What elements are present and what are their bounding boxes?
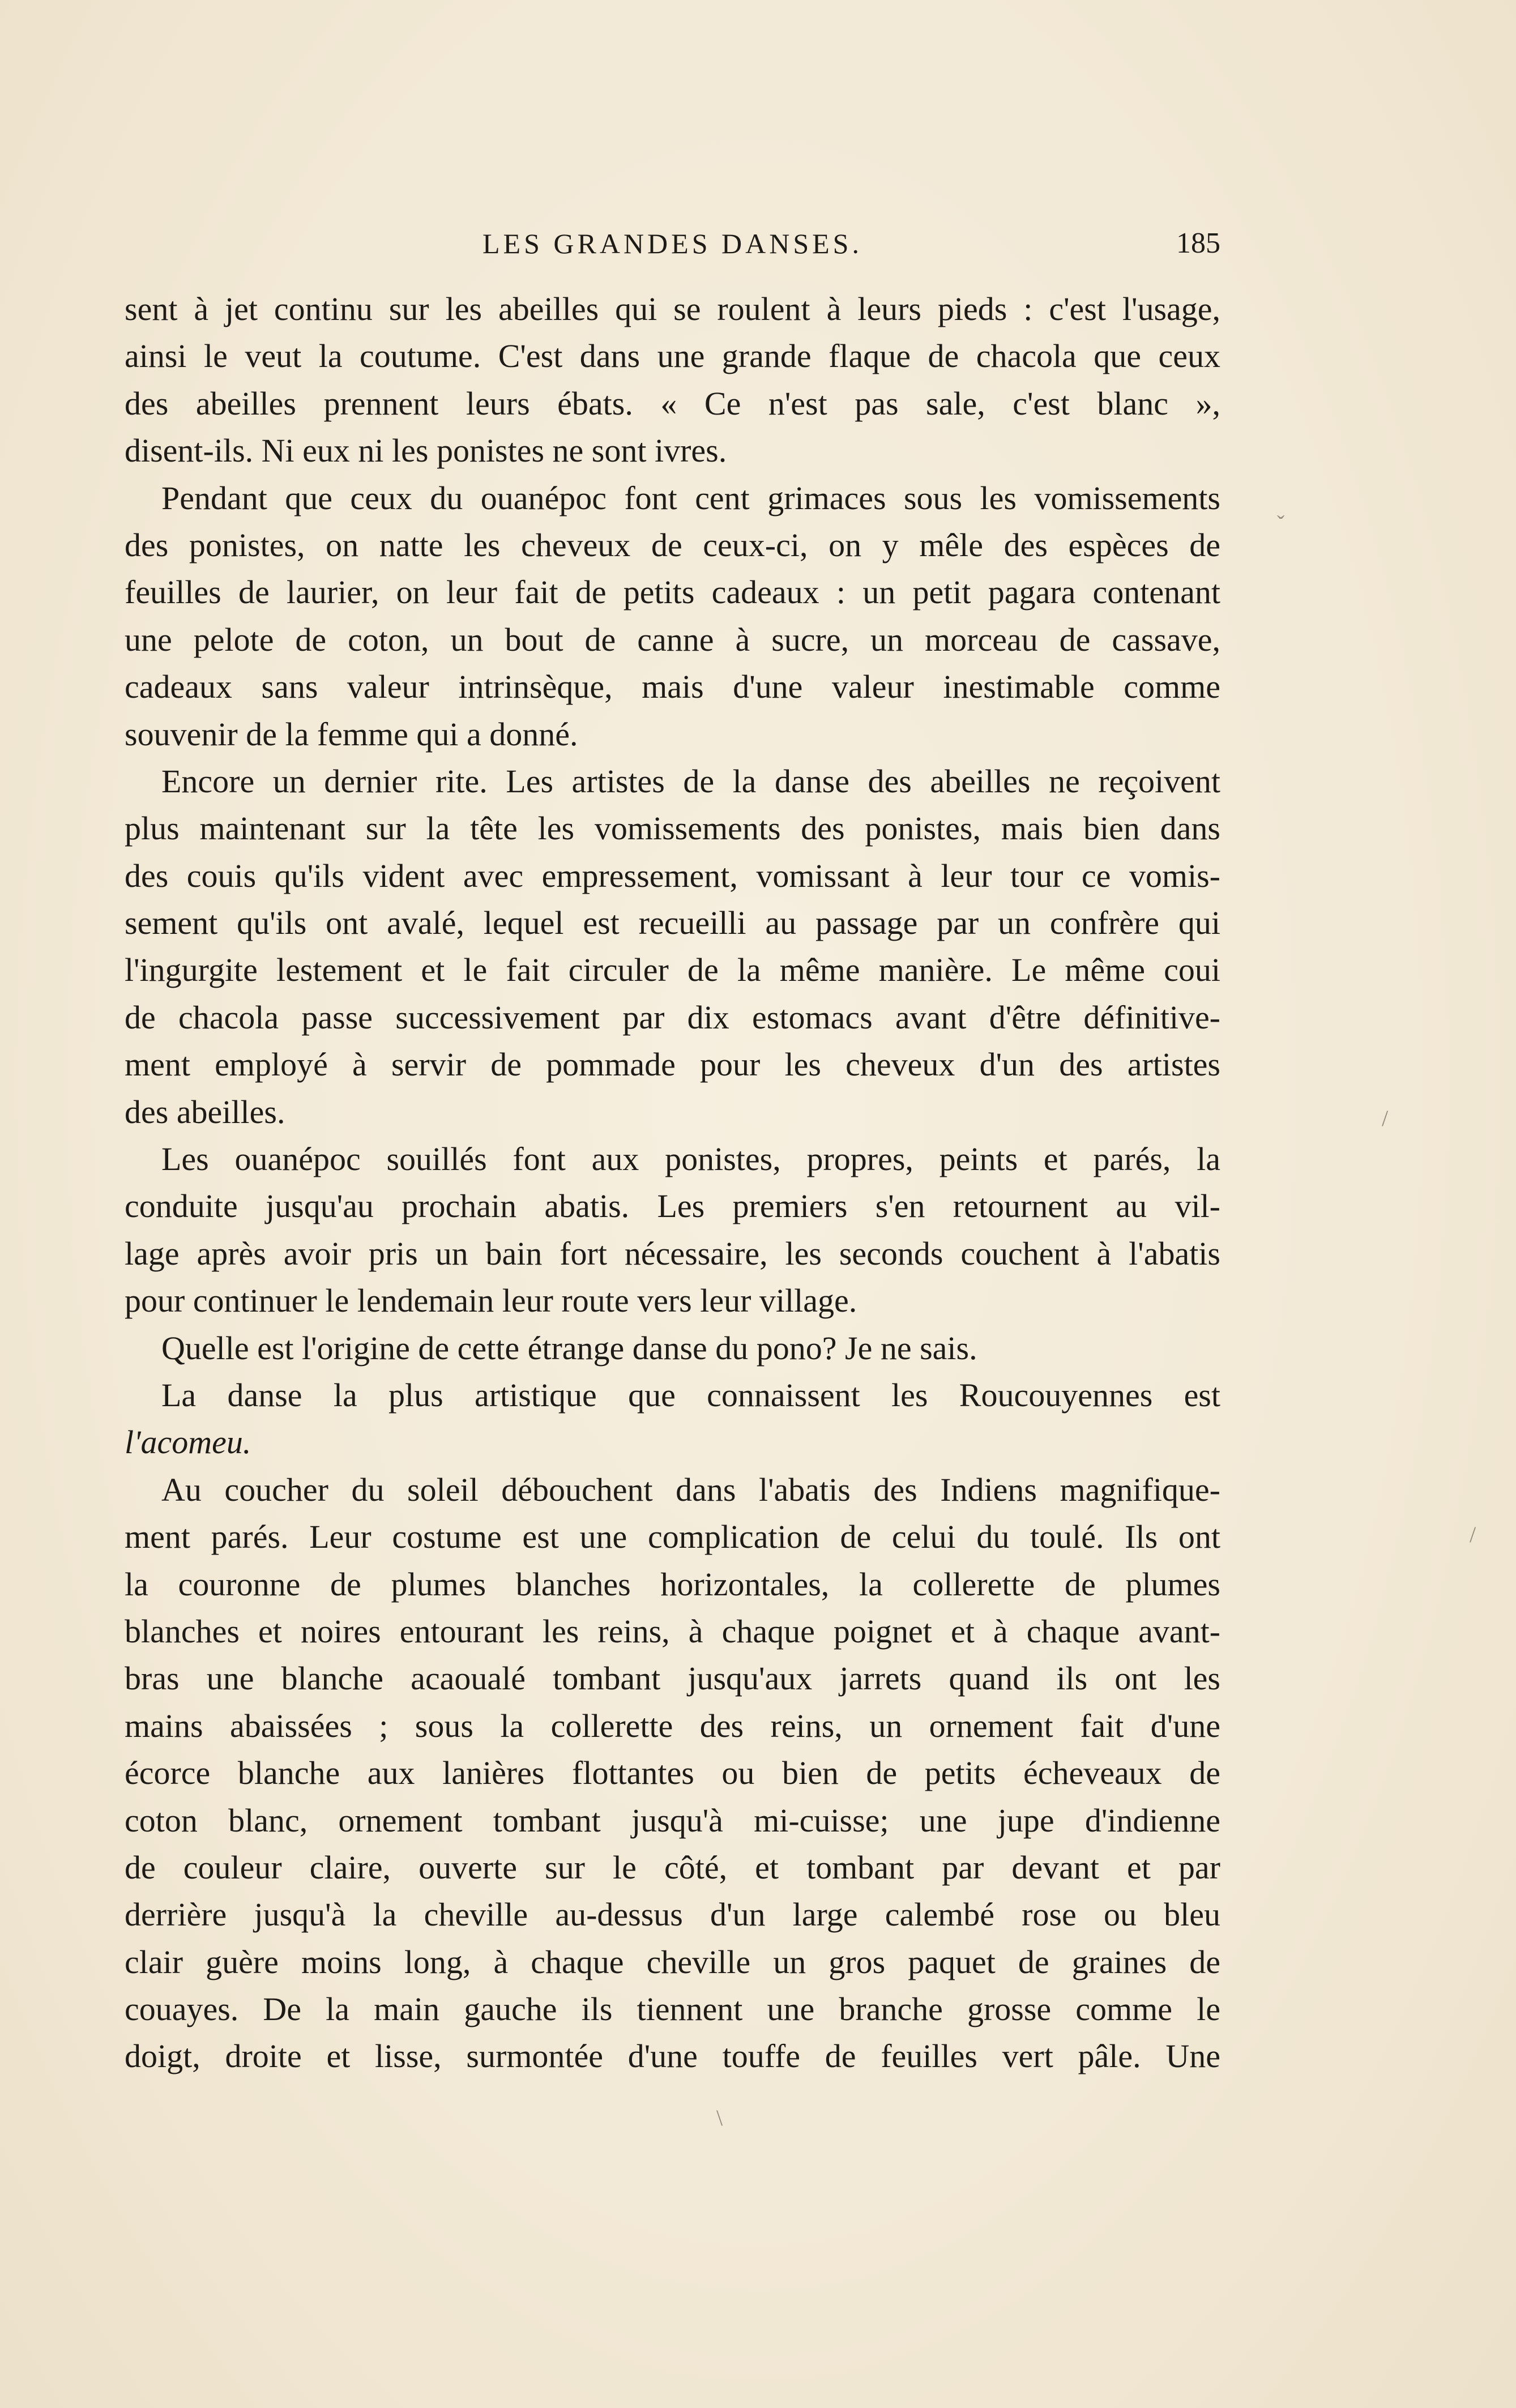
text-line: des abeilles prennent leurs ébats. « Ce n'est pas sale, c'est blanc », bbox=[125, 385, 1220, 422]
text-line: bras une blanche acaoualé tombant jusqu'aux jarrets quand ils ont les bbox=[125, 1660, 1220, 1697]
text-line: sement qu'ils ont avalé, lequel est recueilli au passage par un confrère qui bbox=[125, 904, 1220, 942]
text-line: une pelote de coton, un bout de canne à sucre, un morceau de cassave, bbox=[125, 621, 1220, 658]
running-title: LES GRANDES DANSES. bbox=[482, 228, 862, 259]
text-line: clair guère moins long, à chaque cheville un gros paquet de graines de bbox=[125, 1943, 1220, 1980]
running-header bbox=[125, 224, 1220, 269]
text-line: des abeilles. bbox=[125, 1093, 285, 1130]
text-line: Au coucher du soleil débouchent dans l'abatis des Indiens magnifique- bbox=[161, 1471, 1220, 1508]
text-line: couayes. De la main gauche ils tiennent une branche grosse comme le bbox=[125, 1991, 1220, 2028]
text-line: conduite jusqu'au prochain abatis. Les premiers s'en retournent au vil- bbox=[125, 1188, 1220, 1225]
text-line: Pendant que ceux du ouanépoc font cent grimaces sous les vomissements bbox=[161, 479, 1220, 516]
text-line: écorce blanche aux lanières flottantes ou bien de petits écheveaux de bbox=[125, 1754, 1220, 1792]
text-line: derrière jusqu'à la cheville au-dessus d'un large calembé rose ou bleu bbox=[125, 1896, 1220, 1933]
text-line: ment parés. Leur costume est une complication de celui du toulé. Ils ont bbox=[125, 1518, 1220, 1556]
text-line: Les ouanépoc souillés font aux ponistes, propres, peints et parés, la bbox=[161, 1141, 1220, 1178]
margin-mark: / bbox=[1382, 1105, 1389, 1131]
text-line: de couleur claire, ouverte sur le côté, et tombant par devant et par bbox=[125, 1848, 1220, 1886]
margin-mark: / bbox=[1470, 1522, 1476, 1547]
text-line: sent à jet continu sur les abeilles qui se roulent à leurs pieds : c'est l'usage, bbox=[125, 291, 1220, 327]
text-line: lage après avoir pris un bain fort nécessaire, les seconds couchent à l'abatis bbox=[125, 1235, 1220, 1272]
margin-mark: \ bbox=[716, 2105, 723, 2131]
text-line: souvenir de la femme qui a donné. bbox=[125, 715, 578, 753]
text-line: blanches et noires entourant les reins, à chaque poignet et à chaque avant- bbox=[125, 1612, 1220, 1650]
text-line: l'acomeu. bbox=[125, 1424, 251, 1461]
text-line: pour continuer le lendemain leur route vers leur village. bbox=[125, 1282, 857, 1320]
text-line: cadeaux sans valeur intrinsèque, mais d'une valeur inestimable comme bbox=[125, 668, 1220, 706]
text-line: de chacola passe successivement par dix estomacs avant d'être définitive- bbox=[125, 998, 1220, 1036]
body-text bbox=[125, 285, 1220, 2080]
text-line: des couis qu'ils vident avec empressement, vomissant à leur tour ce vomis- bbox=[125, 857, 1220, 894]
text-line: Quelle est l'origine de cette étrange danse du pono? Je ne sais. bbox=[161, 1329, 977, 1367]
text-line: ment employé à servir de pommade pour les cheveux d'un des artistes bbox=[125, 1046, 1220, 1083]
text-line: feuilles de laurier, on leur fait de petits cadeaux : un petit pagara contenant bbox=[125, 574, 1220, 611]
text-line: mains abaissées ; sous la collerette des reins, un ornement fait d'une bbox=[125, 1707, 1220, 1744]
text-line: des ponistes, on natte les cheveux de ceux-ci, on y mêle des espèces de bbox=[125, 526, 1220, 563]
text-line: Encore un dernier rite. Les artistes de la danse des abeilles ne reçoivent bbox=[161, 762, 1220, 800]
text-line: ainsi le veut la coutume. C'est dans une grande flaque de chacola que ceux bbox=[125, 338, 1220, 375]
text-line: La danse la plus artistique que connaissent les Roucouyennes est bbox=[161, 1376, 1220, 1414]
text-line: la couronne de plumes blanches horizontales, la collerette de plumes bbox=[125, 1565, 1220, 1603]
text-line: l'ingurgite lestement et le fait circuler de la même manière. Le même coui bbox=[125, 951, 1220, 989]
margin-mark: ˇ bbox=[1277, 511, 1285, 536]
text-line: doigt, droite et lisse, surmontée d'une touffe de feuilles vert pâle. Une bbox=[125, 2038, 1220, 2075]
text-line: plus maintenant sur la tête les vomissements des ponistes, mais bien dans bbox=[125, 810, 1220, 847]
text-line: disent-ils. Ni eux ni les ponistes ne sont ivres. bbox=[125, 432, 727, 469]
text-line: coton blanc, ornement tombant jusqu'à mi-cuisse; une jupe d'indienne bbox=[125, 1801, 1220, 1839]
page-number: 185 bbox=[1176, 227, 1220, 259]
